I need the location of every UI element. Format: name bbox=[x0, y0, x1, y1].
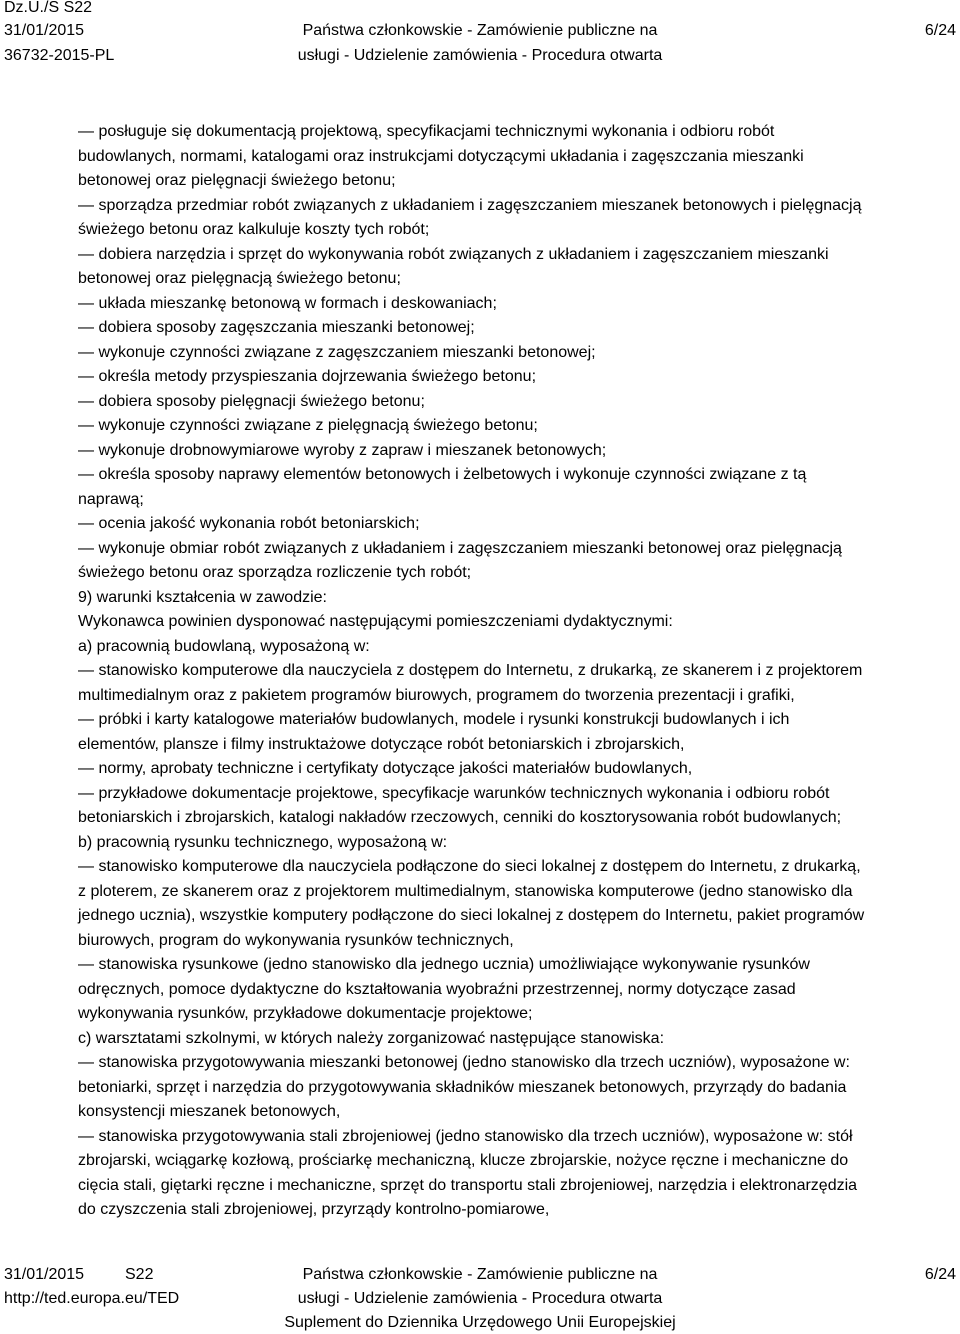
body-line: budowlanych, normami, katalogami oraz instrukcjami dotyczącymi układania i zagęszczania mieszanki bbox=[78, 147, 804, 165]
body-line: betonowej oraz pielęgnacją świeżego betonu; bbox=[78, 270, 401, 287]
footer-url: http://ted.europa.eu/TED bbox=[4, 1290, 180, 1307]
header-date: 31/01/2015 bbox=[4, 22, 85, 39]
body-line: odręcznych, pomoce dydaktyczne do kształtowania wyobraźni przestrzennej, normy dotyczące zasad bbox=[78, 980, 796, 998]
body-line: — wykonuje czynności związane z zagęszczaniem mieszanki betonowej; bbox=[78, 343, 596, 361]
body-line: c) warsztatami szkolnymi, w których należy zorganizować następujące stanowiska: bbox=[78, 1029, 665, 1047]
body-line: — stanowiska przygotowywania stali zbrojeniowej (jedno stanowisko dla trzech uczniów), wyposażone w: stół bbox=[78, 1127, 853, 1145]
body-line: betoniarskich i zbrojarskich, katalogi nakładów rzeczowych, cenniki do kosztorysowania robót budowlanych; bbox=[78, 809, 842, 826]
footer-date: 31/01/2015 bbox=[4, 1266, 85, 1283]
body-line: biurowych, program do wykonywania rysunków technicznych, bbox=[78, 931, 514, 949]
body-line: — sporządza przedmiar robót związanych z układaniem i zagęszczaniem mieszanek betonowych i pielęgnacją bbox=[78, 196, 862, 214]
header-category-line-1: Państwa członkowskie - Zamówienie publiczne na bbox=[302, 22, 658, 39]
body-line: — wykonuje drobnowymiarowe wyroby z zapraw i mieszanek betonowych; bbox=[78, 441, 607, 459]
body-line: b) pracownią rysunku technicznego, wyposażoną w: bbox=[78, 833, 448, 851]
body-line: — próbki i karty katalogowe materiałów budowlanych, modele i rysunki konstrukcji budowlanych i ich bbox=[78, 711, 790, 728]
header-journal-ref: Dz.U./S S22 bbox=[4, 0, 93, 16]
body-line: — wykonuje obmiar robót związanych z układaniem i zagęszczaniem mieszanki betonowej oraz pielęgnacją bbox=[78, 539, 842, 557]
body-line: a) pracownią budowlaną, wyposażoną w: bbox=[78, 637, 370, 655]
footer-series: S22 bbox=[125, 1266, 154, 1283]
body-line: cięcia stali, giętarki ręczne i mechaniczne, sprzęt do transportu stali zbrojeniowej, narzędzia i elektronarzędzia bbox=[78, 1176, 858, 1194]
body-line: betoniarki, sprzęt i narzędzia do przygotowywania składników mieszanek betonowych, przyrządy do badania bbox=[78, 1078, 847, 1096]
body-line: wykonywania rysunków, przykładowe dokumentacje projektowe; bbox=[78, 1005, 533, 1022]
body-line: — określa metody przyspieszania dojrzewania świeżego betonu; bbox=[78, 368, 537, 385]
body-line: naprawą; bbox=[78, 490, 144, 508]
body-line: — posługuje się dokumentacją projektową, specyfikacjami technicznymi wykonania i odbioru robót bbox=[78, 123, 775, 140]
footer-supplement-title: Suplement do Dziennika Urzędowego Unii Europejskiej bbox=[284, 1314, 676, 1331]
document-body bbox=[78, 120, 950, 1223]
body-line: — stanowiska przygotowywania mieszanki betonowej (jedno stanowisko dla trzech uczniów), wyposażone w: bbox=[78, 1054, 850, 1071]
body-line: multimedialnym oraz z pakietem programów biurowych, programem do tworzenia prezentacji i grafiki, bbox=[78, 686, 795, 704]
footer-category-line-1: Państwa członkowskie - Zamówienie publiczne na bbox=[302, 1266, 658, 1283]
body-line: — stanowiska rysunkowe (jedno stanowisko dla jednego ucznia) umożliwiające wykonywanie rysunków bbox=[78, 956, 810, 973]
body-line: zbrojarski, wciągarkę kozłową, prościarkę mechaniczną, klucze zbrojarskie, nożyce ręczne i mechaniczne do bbox=[78, 1152, 849, 1169]
body-line: — przykładowe dokumentacje projektowe, specyfikacje warunków technicznych wykonania i odbioru robót bbox=[78, 784, 830, 802]
body-line: do czyszczenia stali zbrojeniowej, przyrządy kontrolno-pomiarowe, bbox=[78, 1201, 550, 1218]
body-line: — normy, aprobaty techniczne i certyfikaty dotyczące jakości materiałów budowlanych, bbox=[78, 760, 693, 777]
body-line: — układa mieszankę betonową w formach i deskowaniach; bbox=[78, 294, 497, 312]
header-notice-number: 36732-2015-PL bbox=[4, 47, 115, 64]
header-category-line-2: usługi - Udzielenie zamówienia - Procedura otwarta bbox=[297, 47, 663, 64]
body-line: — dobiera sposoby zagęszczania mieszanki betonowej; bbox=[78, 319, 475, 336]
body-line: — określa sposoby naprawy elementów betonowych i żelbetowych i wykonuje czynności związane z tą bbox=[78, 466, 807, 483]
body-line: Wykonawca powinien dysponować następującymi pomieszczeniami dydaktycznymi: bbox=[78, 613, 673, 630]
body-line: z ploterem, ze skanerem oraz z projektorem multimedialnym, stanowiska komputerowe (jedno stanowisko dla bbox=[78, 882, 853, 900]
body-line: — ocenia jakość wykonania robót betoniarskich; bbox=[78, 515, 420, 532]
body-line: elementów, plansze i filmy instruktażowe dotyczące robót betoniarskich i zbrojarskich, bbox=[78, 735, 685, 753]
body-line: konsystencji mieszanek betonowych, bbox=[78, 1103, 341, 1120]
body-line: betonowej oraz pielęgnacji świeżego betonu; bbox=[78, 172, 396, 189]
body-line: świeżego betonu oraz sporządza rozliczenie tych robót; bbox=[78, 564, 472, 581]
body-line: świeżego betonu oraz kalkuluje koszty tych robót; bbox=[78, 221, 430, 238]
body-line: — stanowisko komputerowe dla nauczyciela podłączone do sieci lokalnej z dostępem do Internetu, z drukarką, bbox=[78, 858, 861, 875]
body-line: — stanowisko komputerowe dla nauczyciela z dostępem do Internetu, z drukarką, ze skanerem i z projektorem bbox=[78, 662, 863, 679]
body-line: jednego ucznia), wszystkie komputery podłączone do sieci lokalnej z dostępem do Internetu, pakiet programów bbox=[78, 907, 865, 924]
body-line: 9) warunki kształcenia w zawodzie: bbox=[78, 588, 327, 606]
body-line: — dobiera sposoby pielęgnacji świeżego betonu; bbox=[78, 392, 425, 410]
footer-page-number: 6/24 bbox=[924, 1266, 956, 1283]
header-page-number: 6/24 bbox=[924, 22, 956, 39]
body-line: — wykonuje czynności związane z pielęgnacją świeżego betonu; bbox=[78, 417, 538, 434]
body-line: — dobiera narzędzia i sprzęt do wykonywania robót związanych z układaniem i zagęszczaniem mieszanki bbox=[78, 245, 829, 263]
footer-category-line-2: usługi - Udzielenie zamówienia - Procedura otwarta bbox=[297, 1290, 663, 1307]
